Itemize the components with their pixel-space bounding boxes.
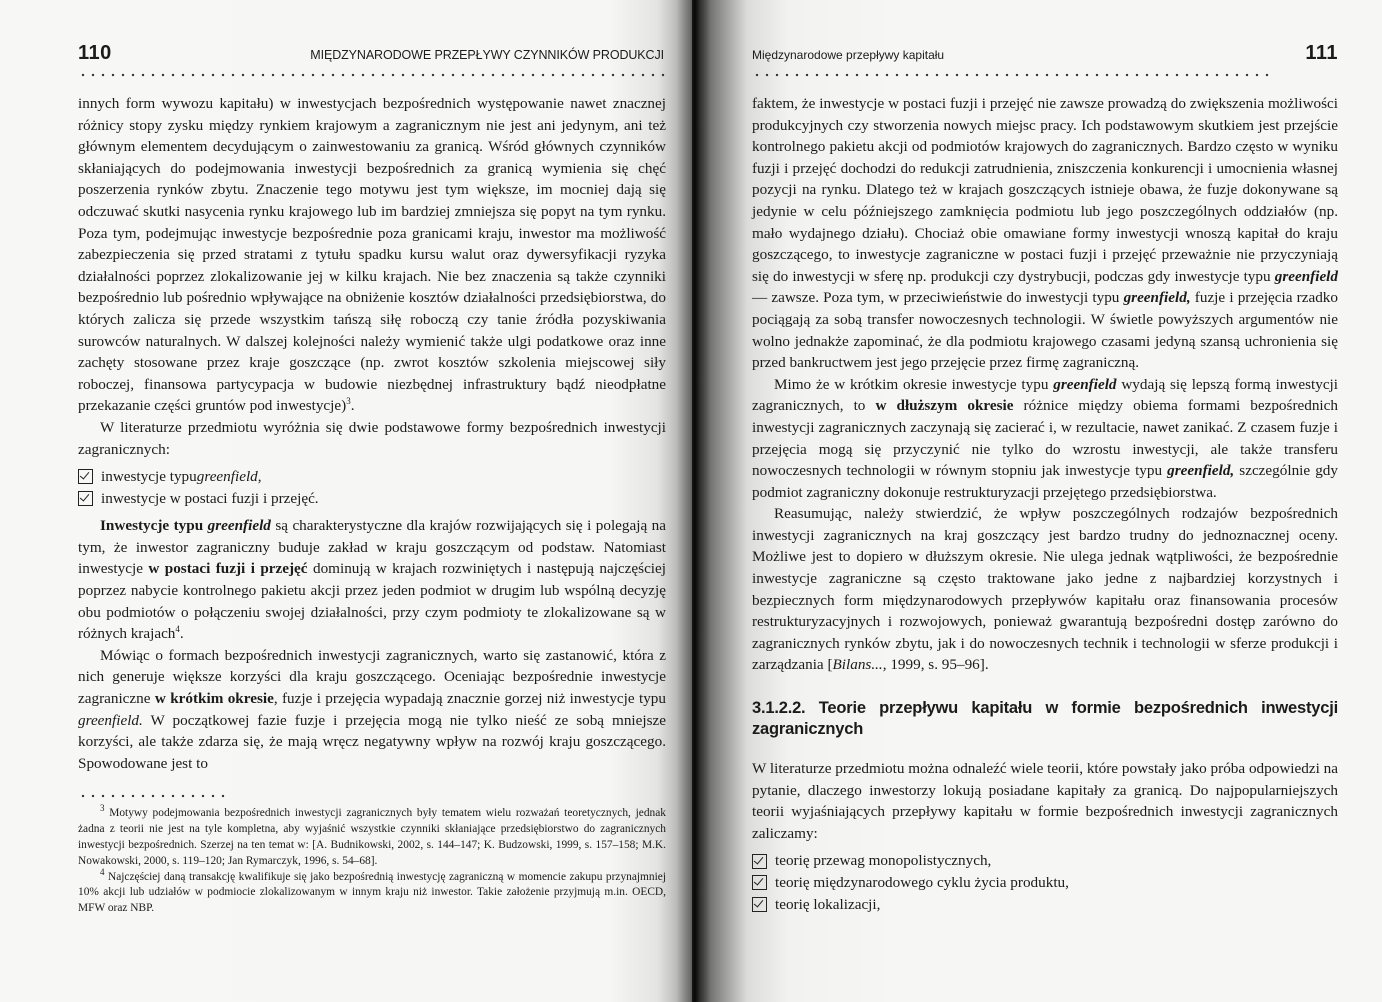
right-body-text [752, 93, 1338, 915]
list-item: inwestycje w postaci fuzji i przejęć. [78, 488, 666, 510]
paragraph: W literaturze przedmiotu wyróżnia się dwie podstawowe formy bezpośrednich inwestycji zagranicznych: [78, 418, 666, 458]
running-title: MIĘDZYNARODOWE PRZEPŁYWY CZYNNIKÓW PRODUKCJI [310, 48, 664, 62]
list-item: teorię lokalizacji, [752, 894, 1338, 916]
paragraph: faktem, że inwestycje w postaci fuzji i przejęć nie zawsze prowadzą do zwiększenia możliwości produkcyjnych czy stworzenia nowych miejsc pracy. Ich podstawowym skutkiem jest przejście kontrolnego pakietu akcji od podmiotów krajowych do zagranicznych. Bardzo często w wyniku fuzji i przejęć dochodzi do redukcji zatrudnienia, zniszczenia konkurencji i umocnienia własnej pozycji na rynku. Dlatego też w krajach goszczących istnieje obawa, że fuzje dokonywane są jedynie w celu późniejszego zamknięcia podmiotu lub jego poszczególnych oddziałów (np. mało wydajnego działu). Chociaż obie omawiane formy inwestycji wnoszą kapitał do kraju goszczącego, to inwestycje zagraniczne w postaci fuzji i przejęć przeważnie nie przyczyniają się do inwestycji w sferę np. produkcji czy dystrybucji, podczas gdy inwestycje typu greenfield — zawsze. Poza tym, w przeciwieństwie do inwestycji typu greenfield, fuzje i przejęcia rzadko pociągają za sobą transfer nowoczesnych technologii. W świetle powyższych argumentów nie wolno jednakże zapominać, że dla podmiotu krajowego czasami jedyną szansą uchronienia się przed bankructwem jest jego przejęcie przez firmę zagraniczną. [752, 95, 1338, 372]
paragraph: Mimo że w krótkim okresie inwestycje typu greenfield wydają się lepszą formą inwestycji zagranicznych, to w dłuższym okresie różnice między obiema formami bezpośrednich inwestycji zagranicznych zaczynają się zacierać i, w rezultacie, nawet zanikać. Z czasem fuzje i przejęcia mogą się przyczynić nie tylko do wzrostu inwestycji, ale także transferu nowoczesnych technologii w równym stopniu jak inwestycje typu greenfield, szczególnie gdy podmiot zagraniczny dokonuje restrukturyzacji przejętego przedsiębiorstwa. [752, 375, 1338, 501]
footnote: $^4$ Najczęściej daną transakcję kwalifikuje się jako bezpośrednią inwestycję zagraniczną w momencie zakupu przynajmniej 10% akcji lub udziałów w podmiocie zlokalizowanym w innym kraju niż inwestor. Takie założenie przyjmują m.in. OECD, MFW oraz NBP. [78, 866, 666, 915]
paragraph: Reasumując, należy stwierdzić, że wpływ poszczególnych rodzajów bezpośrednich inwestycji zagranicznych na kraj goszczący jest bardzo trudny do jednoznacznej oceny. Możliwe jest to dopiero w dłuższym okresie. Nie ulega jednak wątpliwości, że bezpośrednie inwestycje zagraniczne są często traktowane jako jedne z najbardziej korzystnych i bezpiecznych form międzynarodowych przepływów kapitału oraz finansowania procesów restrukturyzacyjnych i rozwojowych, ponieważ gwarantują bezpośredni dostęp zarówno do zagranicznych rynków zbytu, jak i do nowoczesnych technik i technologii w sferze produkcji i zarządzania [Bilans..., 1999, s. 95–96]. [752, 505, 1338, 674]
footnotes [78, 803, 666, 917]
checkbox-icon [752, 854, 767, 869]
right-page-header [752, 40, 1338, 70]
left-page-header [78, 40, 666, 70]
list-item: inwestycje typu greenfield , [78, 466, 666, 488]
running-title: Międzynarodowe przepływy kapitału [752, 48, 945, 62]
paragraph: innych form wywozu kapitału) w inwestycjach bezpośrednich występowanie nawet znacznej różnicy stopy zysku między rynkiem krajowym a zagranicznym nie jest ani jedynym, ani też głównym elementem decydującym o zainwestowaniu za granicą. Wśród głównych czynników skłaniających do podejmowania inwestycji bezpośrednich za granicą wymienia się chęć poszerzenia rynków zbytu. Znaczenie tego motywu jest tym większe, im mocniej dają się odczuwać skutki nasycenia rynku krajowego lub im bardziej zmniejsza się popyt na tym rynku. Poza tym, podejmując inwestycje bezpośrednie poza granicami kraju, inwestor ma możliwość zabezpieczenia się przed stratami z tytułu spadku kursu walut oraz dywersyfikacji ryzyka działalności poprzez zlokalizowanie jej w kilku krajach. Nie bez znaczenia są także czynniki bezpośrednio lub pośrednio wpływające na obniżenie kosztów działalności przedsiębiorstwa, do których zalicza się przede wszystkim tańszą siłę roboczą czy tanie źródła pozyskiwania surowców naturalnych. W dalszej kolejności należy wymienić także ulgi podatkowe oraz inne zachęty stosowane przez kraje goszczące (np. zwrot kosztów szkolenia miejscowej siły roboczej, finansowa partycypacja w budowie niezbędnej infrastruktury bądź nieodpłatne przekazanie części gruntów pod inwestycje)$^3$. [78, 95, 666, 415]
list-item: teorię przewag monopolistycznych, [752, 850, 1338, 872]
theories-list [752, 850, 1338, 915]
footnote-separator [78, 792, 228, 800]
checkbox-icon [752, 875, 767, 890]
checkbox-icon [752, 897, 767, 912]
footnote-ref[interactable]: 4 [175, 624, 180, 635]
checkbox-icon [78, 491, 93, 506]
right-page [692, 0, 1382, 1002]
header-rule [752, 71, 1272, 79]
footnote-ref[interactable]: 3 [346, 396, 351, 407]
paragraph: Inwestycje typu greenfield są charakterystyczne dla krajów rozwijających się i polegają na tym, że inwestor zagraniczny buduje zakład w kraju goszczącym od podstaw. Natomiast inwestycje w postaci fuzji i przejęć dominują w krajach rozwiniętych i następują najczęściej poprzez nabycie kontrolnego pakietu akcji przez jeden podmiot w drugim lub wspólną decyzję obu podmiotów o połączeniu swojej działalności, przy czym podmioty te zlokalizowane są w różnych krajach$^4$. [78, 517, 666, 643]
footnote: $^3$ Motywy podejmowania bezpośrednich inwestycji zagranicznych były tematem wielu rozważań teoretycznych, jednak żadna z teorii nie jest na tyle kompletna, aby wyjaśnić wszystkie czynniki skłaniające przedsiębiorstwo do zagranicznych inwestycji bezpośrednich. Szerzej na ten temat w: [A. Budnikowski, 2002, s. 144–147; K. Budzowski, 1999, s. 157–158; M.K. Nowakowski, 2000, s. 119–120; Jan Rymarczyk, 1996, s. 54–68]. [78, 803, 666, 867]
left-body-text [78, 93, 666, 774]
checkbox-icon [78, 469, 93, 484]
page-number: 111 [1305, 42, 1338, 64]
paragraph: W literaturze przedmiotu można odnaleźć wiele teorii, które powstały jako próba odpowiedzi na pytanie, dlaczego inwestorzy lokują posiadane kapitały za granicą. Do najpopularniejszych teorii wyjaśniających przepływy kapitału w formie bezpośrednich inwestycji zagranicznych zaliczamy: [752, 760, 1338, 842]
list-item: teorię międzynarodowego cyklu życia produktu, [752, 872, 1338, 894]
page-number: 110 [78, 42, 112, 64]
section-heading: 3.1.2.2. Teorie przepływu kapitału w formie bezpośrednich inwestycji zagranicznych [752, 699, 1338, 739]
forms-list [78, 466, 666, 509]
paragraph: Mówiąc o formach bezpośrednich inwestycji zagranicznych, warto się zastanowić, która z nich generuje większe korzyści dla kraju goszczącego. Oceniając bezpośrednie inwestycje zagraniczne w krótkim okresie, fuzje i przejęcia wypadają znacznie gorzej niż inwestycje typu greenfield. W początkowej fazie fuzje i przejęcia mogą nie tylko nieść ze sobą mniejsze korzyści, ale także zdarza się, że mają wręcz negatywny wpływ na rozwój kraju goszczącego. Spowodowane jest to [78, 646, 666, 772]
header-rule [78, 71, 666, 79]
